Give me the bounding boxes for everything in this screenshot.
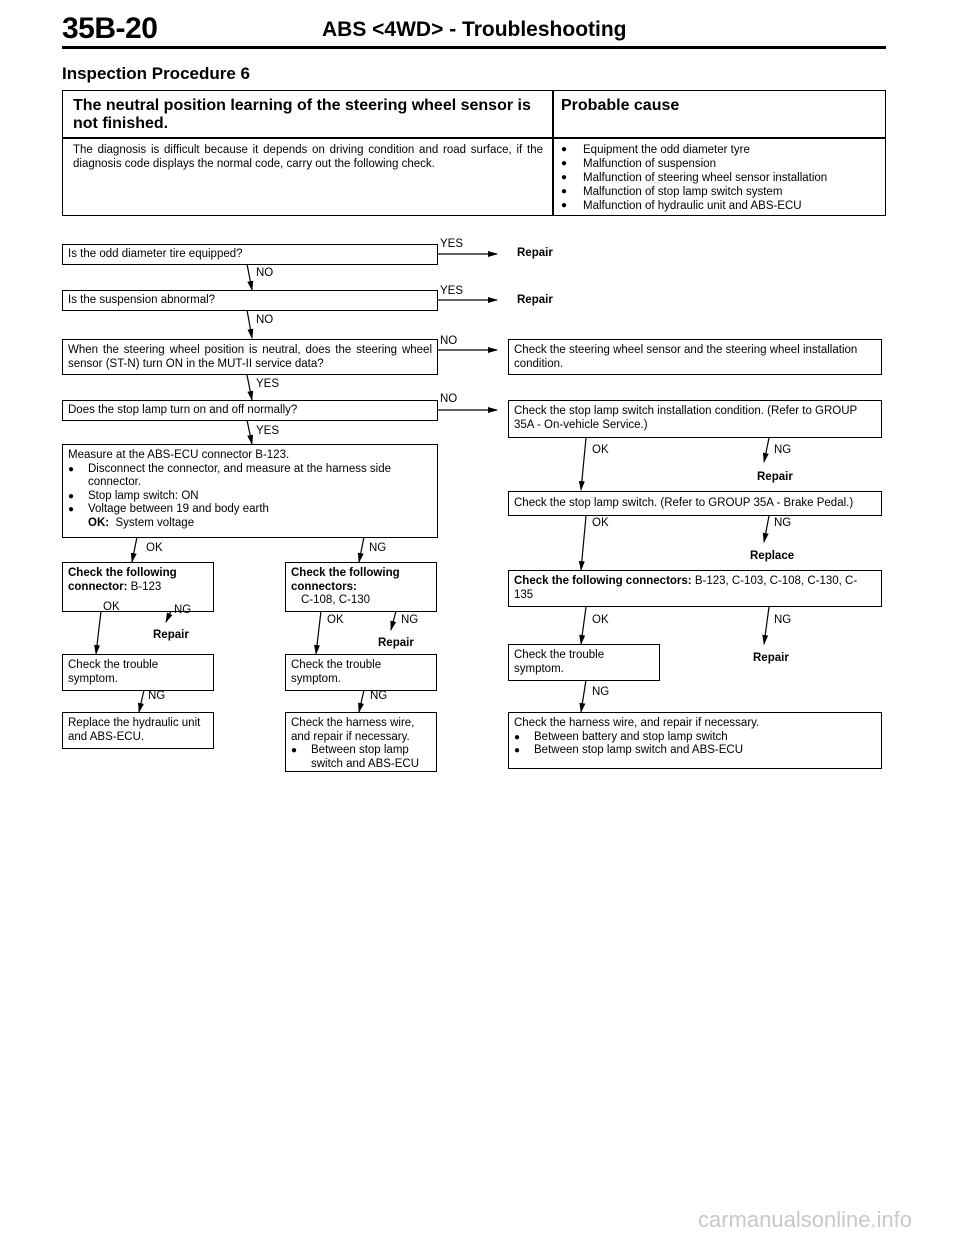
- check-connector-value: C-108, C-130: [301, 594, 371, 606]
- cause-item: ● Malfunction of hydraulic unit and ABS-ECU: [561, 199, 881, 213]
- harness-bullet: ● Between stop lamp switch and ABS-ECU: [291, 744, 431, 771]
- label-ng: NG: [774, 614, 792, 626]
- label-no: NO: [440, 393, 458, 405]
- measure-abs-ecu: [62, 444, 438, 538]
- label-ng: NG: [774, 517, 792, 529]
- measure-line: Measure at the ABS-ECU connector B-123.: [68, 449, 290, 461]
- check-connector-value: B-123: [130, 580, 162, 593]
- label-ok: OK: [103, 601, 120, 613]
- page-number: 35B-20: [62, 12, 158, 45]
- arrow-ok-c1: [132, 537, 137, 562]
- label-ng: NG: [370, 690, 388, 702]
- arrow-yes-measure: [247, 420, 252, 444]
- arrow-no-q3: [247, 310, 252, 338]
- harness-bullet: ● Between stop lamp switch and ABS-ECU: [514, 744, 876, 758]
- check-harness-left: [285, 712, 437, 772]
- arrow-ok-rconn: [581, 516, 586, 570]
- cause-item: ● Malfunction of steering wheel sensor installation: [561, 171, 881, 185]
- harness-bullet: ● Between battery and stop lamp switch: [514, 731, 876, 745]
- label-ok: OK: [592, 444, 609, 456]
- cause-item: ● Malfunction of stop lamp switch system: [561, 185, 881, 199]
- label-yes: YES: [256, 378, 280, 390]
- check-steering-installation: Check the steering wheel sensor and the steering wheel installation condition.: [508, 339, 882, 375]
- arrow-ok-trouble2: [316, 611, 321, 654]
- cause-item: ● Equipment the odd diameter tyre: [561, 143, 881, 157]
- check-harness-right: [508, 712, 882, 769]
- symptom-description: The diagnosis is difficult because it depends on driving condition and road surface, if the diagnosis code displays the normal code, carry out the following check.: [73, 144, 543, 170]
- page-title: ABS <4WD> - Troubleshooting: [322, 18, 627, 41]
- question-steering-sensor: When the steering wheel position is neutral, does the steering wheel sensor (ST-N) turn ON in the MUT-II service data?: [62, 339, 438, 375]
- arrow-ng-rharness: [581, 680, 586, 712]
- label-yes: YES: [440, 238, 464, 250]
- label-repair: Repair: [378, 637, 414, 649]
- arrow-ok-stopswitch: [581, 438, 586, 490]
- label-repair: Repair: [757, 471, 793, 483]
- arrow-ng-replace-hu: [139, 690, 144, 712]
- arrow-ng-harness-left: [359, 690, 364, 712]
- harness-line: Check the harness wire, and repair if necessary.: [291, 717, 415, 743]
- label-ng: NG: [369, 542, 387, 554]
- arrow-ng-repair-c2: [391, 611, 396, 630]
- probable-cause-header: Probable cause: [561, 97, 680, 114]
- watermark: carmanualsonline.info: [698, 1207, 913, 1232]
- check-connector-label: Check the following connector:: [68, 567, 177, 593]
- label-repair: Repair: [153, 629, 189, 641]
- question-suspension: Is the suspension abnormal?: [62, 290, 438, 311]
- arrow-ng-repair-rconn: [764, 607, 769, 644]
- symptom-header: The neutral position learning of the steering wheel sensor is not finished.: [73, 97, 531, 132]
- arrow-ok-trouble1: [96, 611, 101, 654]
- label-no: NO: [256, 314, 274, 326]
- arrow-ng-repair-install: [764, 438, 769, 462]
- label-ok: OK: [592, 517, 609, 529]
- label-ng: NG: [174, 604, 192, 616]
- label-repair: Repair: [517, 247, 553, 259]
- label-ok: OK: [592, 614, 609, 626]
- arrow-ng-c2: [359, 537, 364, 562]
- arrow-ng-replace: [764, 516, 769, 542]
- check-connectors-right: [508, 570, 882, 607]
- label-ng: NG: [774, 444, 792, 456]
- check-trouble-symptom-right: Check the trouble symptom.: [508, 644, 660, 681]
- label-ng: NG: [401, 614, 419, 626]
- label-ok: OK: [146, 542, 163, 554]
- label-ok: OK: [327, 614, 344, 626]
- measure-ok-value: System voltage: [115, 516, 195, 529]
- label-ng: NG: [148, 690, 166, 702]
- arrow-yes-q4: [247, 375, 252, 400]
- question-odd-tire: Is the odd diameter tire equipped?: [62, 244, 438, 265]
- measure-bullet: ● Stop lamp switch: ON: [68, 490, 432, 504]
- arrow-no-q2: [247, 264, 252, 290]
- label-ng: NG: [592, 686, 610, 698]
- arrow-ng-repair-c1: [166, 611, 171, 622]
- harness-line: Check the harness wire, and repair if necessary.: [514, 717, 760, 729]
- replace-hydraulic-unit: Replace the hydraulic unit and ABS-ECU.: [62, 712, 214, 749]
- label-yes: YES: [256, 425, 280, 437]
- measure-ok-label: OK:: [88, 516, 110, 529]
- measure-bullet: ● Disconnect the connector, and measure at the harness side connector.: [68, 463, 432, 490]
- check-trouble-symptom-1: Check the trouble symptom.: [62, 654, 214, 691]
- check-stop-lamp-installation: Check the stop lamp switch installation condition. (Refer to GROUP 35A - On-vehicle Service.): [508, 400, 882, 438]
- check-connectors-c108-c130: [285, 562, 437, 612]
- section-title: Inspection Procedure 6: [62, 64, 250, 83]
- check-connector-label: Check the following connectors:: [291, 567, 400, 593]
- check-stop-lamp-switch: Check the stop lamp switch. (Refer to GROUP 35A - Brake Pedal.): [508, 491, 882, 516]
- check-connector-value: B-123, C-103, C-108, C-130, C-135: [514, 575, 858, 601]
- measure-bullet: ● Voltage between 19 and body earth: [68, 503, 432, 517]
- label-no: NO: [256, 267, 274, 279]
- measure-ok: [68, 517, 432, 531]
- question-stop-lamp: Does the stop lamp turn on and off normally?: [62, 400, 438, 421]
- label-repair: Repair: [753, 652, 789, 664]
- label-yes: YES: [440, 285, 464, 297]
- label-replace: Replace: [750, 550, 795, 562]
- arrow-ok-rtrouble: [581, 607, 586, 644]
- check-trouble-symptom-2: Check the trouble symptom.: [285, 654, 437, 691]
- label-repair: Repair: [517, 294, 553, 306]
- cause-item: ● Malfunction of suspension: [561, 157, 881, 171]
- label-no: NO: [440, 335, 458, 347]
- check-connector-label: Check the following connectors:: [514, 575, 692, 587]
